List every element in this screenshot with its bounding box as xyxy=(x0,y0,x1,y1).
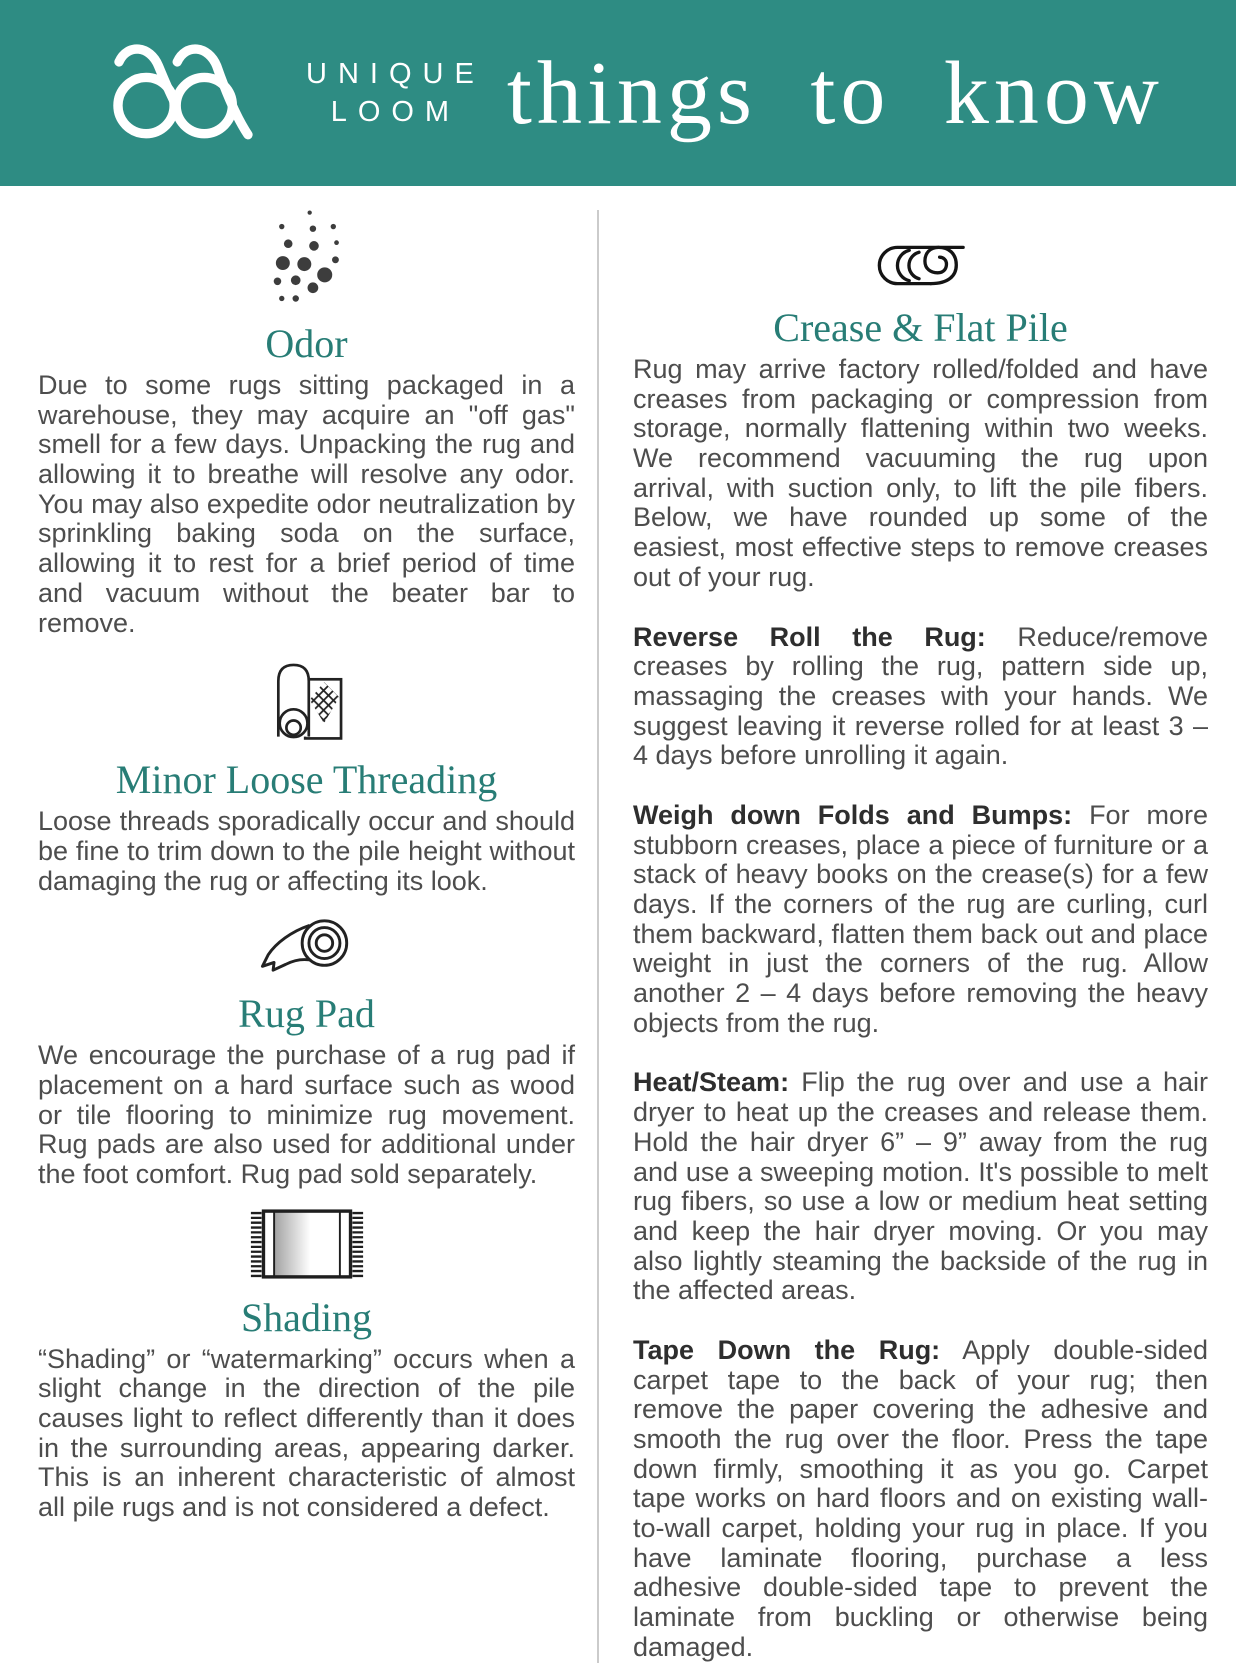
section-body: Due to some rugs sitting packaged in a warehouse, they may acquire an "off gas" smell for a few days. Unpacking the rug and allowing it to breathe will resolve any odor. You may also expedite odor neutralization by sprinkling baking soda on the surface, allowing it to rest for a brief period of time and vacuum without the beater bar to remove. xyxy=(38,370,575,638)
tip-body: Flip the rug over and use a hair dryer to heat up the creases and release them. Hold the hair dryer 6” – 9” away from the rug and use a sweeping motion. It's possible to melt rug fibers, so use a low or medium heat setting and keep the hair dryer moving. Or you may also lightly steaming the backside of the rug in the affected areas. xyxy=(633,1067,1208,1306)
rolled-rug-spiral-icon xyxy=(872,240,970,295)
tip-weigh-down xyxy=(633,801,1208,1039)
tip-label: Weigh down Folds and Bumps: xyxy=(633,799,1073,830)
section-body: Rug may arrive factory rolled/folded and have creases from packaging or compression from storage, normally flattening within two weeks. We recommend vacuuming the rug upon arrival, with suction only, to lift the pile fibers. Below, we have rounded up some of the easiest, most effective steps to remove creases out of your rug. xyxy=(633,354,1208,592)
right-column xyxy=(633,204,1208,1663)
section-body: Loose threads sporadically occur and should be fine to trim down to the pile height without damaging the rug or affecting its look. xyxy=(38,806,575,896)
header-banner xyxy=(0,0,1236,186)
section-rug-pad xyxy=(38,914,575,1189)
shaded-rug-icon xyxy=(248,1208,366,1285)
brand-line-2: LOOM xyxy=(330,96,461,128)
tip-tape-down xyxy=(633,1336,1208,1663)
section-body: “Shading” or “watermarking” occurs when a slight change in the direction of the pile causes light to reflect differently than it does in the surrounding areas, appearing darker. This is an inherent characteristic of almost all pile rugs and is not considered a defect. xyxy=(38,1343,575,1523)
rolled-rug-crosshatch-icon xyxy=(268,656,346,747)
brand-line-1: UNIQUE xyxy=(306,57,485,90)
section-heading: Shading xyxy=(240,1294,373,1340)
section-shading xyxy=(38,1208,575,1523)
tip-body: For more stubborn creases, place a piece of furniture or a stack of heavy books on the crease(s) for a few days. If the corners of the rug are curling, curl them backward, flatten them back out and place weight in just the corners of the rug. Allow another 2 – 4 days before removing the heavy objects from the rug. xyxy=(633,799,1208,1038)
content-columns xyxy=(0,186,1236,1663)
tip-label: Tape Down the Rug: xyxy=(633,1334,941,1365)
tip-body: Reduce/remove creases by rolling the rug, pattern side up, massaging the creases with your hands. We suggest leaving it reverse rolled for at least 3 – 4 days before unrolling it again. xyxy=(633,621,1208,771)
left-column xyxy=(38,204,575,1663)
section-heading: Odor xyxy=(265,321,348,366)
unique-loom-logo-icon xyxy=(108,39,286,148)
section-heading: Minor Loose Threading xyxy=(115,757,498,803)
section-body: We encourage the purchase of a rug pad if placement on a hard surface such as wood or tile flooring to minimize rug movement. Rug pads are also used for additional under the foot comfort. Rug pad sold separately. xyxy=(38,1040,575,1189)
section-heading: Crease & Flat Pile xyxy=(773,305,1068,350)
brand-name xyxy=(306,55,485,132)
tip-heat-steam xyxy=(633,1068,1208,1306)
section-heading: Rug Pad xyxy=(238,991,375,1037)
tip-label: Heat/Steam: xyxy=(633,1067,790,1098)
rug-pad-roll-icon xyxy=(258,914,356,981)
brand xyxy=(108,39,485,148)
section-minor-loose-threading xyxy=(38,656,575,896)
section-odor xyxy=(38,204,575,638)
tip-body: Apply double-sided carpet tape to the back of your rug; then remove the paper covering the adhesive and smooth the rug over the floor. Press the tape down firmly, smoothing it as you go. Carpet tape works on hard floors and on existing wall-to-wall carpet, holding your rug in place. If you have laminate flooring, purchase a less adhesive double-sided tape to prevent the laminate from buckling or otherwise being damaged. xyxy=(633,1334,1208,1662)
tip-label: Reverse Roll the Rug: xyxy=(633,621,986,652)
page-title: things to know xyxy=(506,43,1164,143)
tip-reverse-roll xyxy=(633,623,1208,771)
odor-dots-icon xyxy=(252,204,362,311)
section-crease-flat-pile xyxy=(633,240,1208,593)
column-divider xyxy=(597,210,599,1663)
